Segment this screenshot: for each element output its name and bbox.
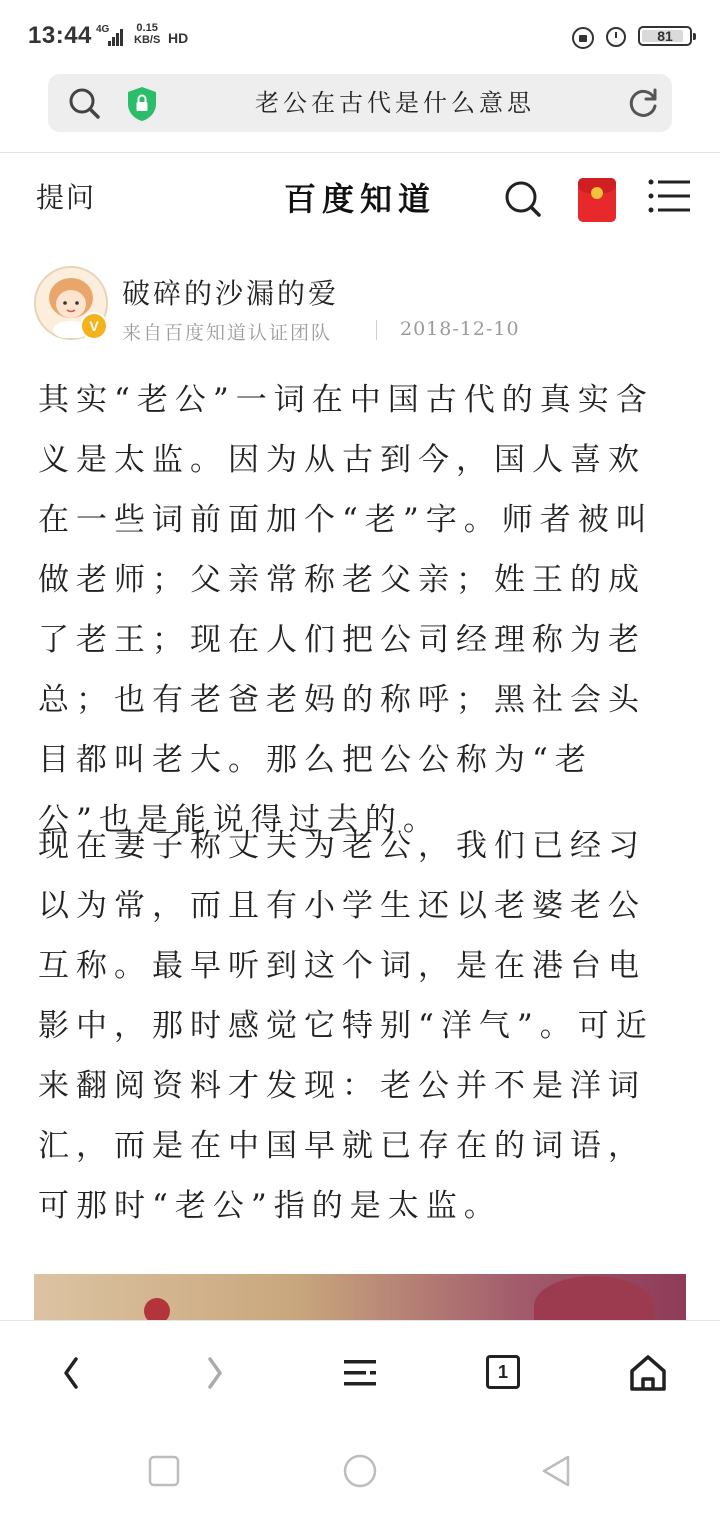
- hd-indicator: HD: [168, 30, 189, 46]
- answer-date: 2018-12-10: [400, 318, 520, 340]
- network-type: 4G: [96, 24, 110, 35]
- author-source: 来自百度知道认证团队: [122, 322, 333, 344]
- battery-icon: [638, 26, 692, 46]
- chevron-right-icon[interactable]: [190, 1349, 238, 1397]
- menu-icon[interactable]: [648, 178, 690, 214]
- ask-question-link[interactable]: 提问: [36, 181, 97, 214]
- network-speed: [134, 22, 160, 46]
- tab-count: 1: [486, 1355, 520, 1389]
- home-circle-icon[interactable]: [342, 1453, 378, 1489]
- home-icon[interactable]: [624, 1349, 672, 1397]
- search-icon[interactable]: [504, 180, 542, 218]
- network-speed-unit: KB/S: [134, 34, 161, 46]
- rotation-lock-icon: [572, 27, 594, 49]
- search-icon[interactable]: [68, 87, 100, 119]
- author-name[interactable]: 破碎的沙漏的爱: [122, 277, 340, 310]
- search-query[interactable]: 老公在古代是什么意思: [255, 89, 535, 117]
- recent-apps-icon[interactable]: [146, 1453, 182, 1489]
- status-bar: [0, 0, 720, 72]
- brand-logo: 百度知道: [283, 180, 436, 218]
- verified-badge-icon: V: [80, 312, 108, 340]
- bottom-navigation: [0, 1320, 720, 1521]
- meta-divider: [376, 320, 377, 340]
- tabs-button[interactable]: [480, 1349, 528, 1397]
- status-time: 13:44: [28, 22, 92, 49]
- chevron-left-icon[interactable]: [48, 1349, 96, 1397]
- shield-lock-icon[interactable]: [126, 86, 158, 122]
- menu-lines-icon[interactable]: [336, 1349, 384, 1397]
- article-paragraph: 现在妻子称丈夫为老公，我们已经习以为常，而且有小学生还以老婆老公互称。最早听到这个词，是在港台电影中，那时感觉它特别“洋气”。可近来翻阅资料才发现：老公并不是洋词汇，而是在中国早就已存在的词语，可那时“老公”指的是太监。: [38, 828, 654, 1224]
- address-bar[interactable]: [48, 74, 672, 132]
- red-packet-icon[interactable]: [578, 178, 616, 222]
- signal-icon: [108, 28, 126, 46]
- article-paragraph: 其实“老公”一词在中国古代的真实含义是太监。因为从古到今，国人喜欢在一些词前面加个“老”字。师者被叫做老师；父亲常称老父亲；姓王的成了老王；现在人们把公司经理称为老总；也有老爸老妈的称呼；黑社会头目都叫老大。那么把公公称为“老公”也是能说得过去的。: [38, 382, 654, 838]
- status-icons: [552, 22, 692, 50]
- back-triangle-icon[interactable]: [538, 1453, 574, 1489]
- refresh-icon[interactable]: [626, 86, 660, 120]
- alarm-icon: [606, 27, 626, 47]
- battery-level: 81: [657, 28, 673, 44]
- network-speed-value: 0.15: [136, 22, 158, 34]
- header-divider: [0, 152, 720, 153]
